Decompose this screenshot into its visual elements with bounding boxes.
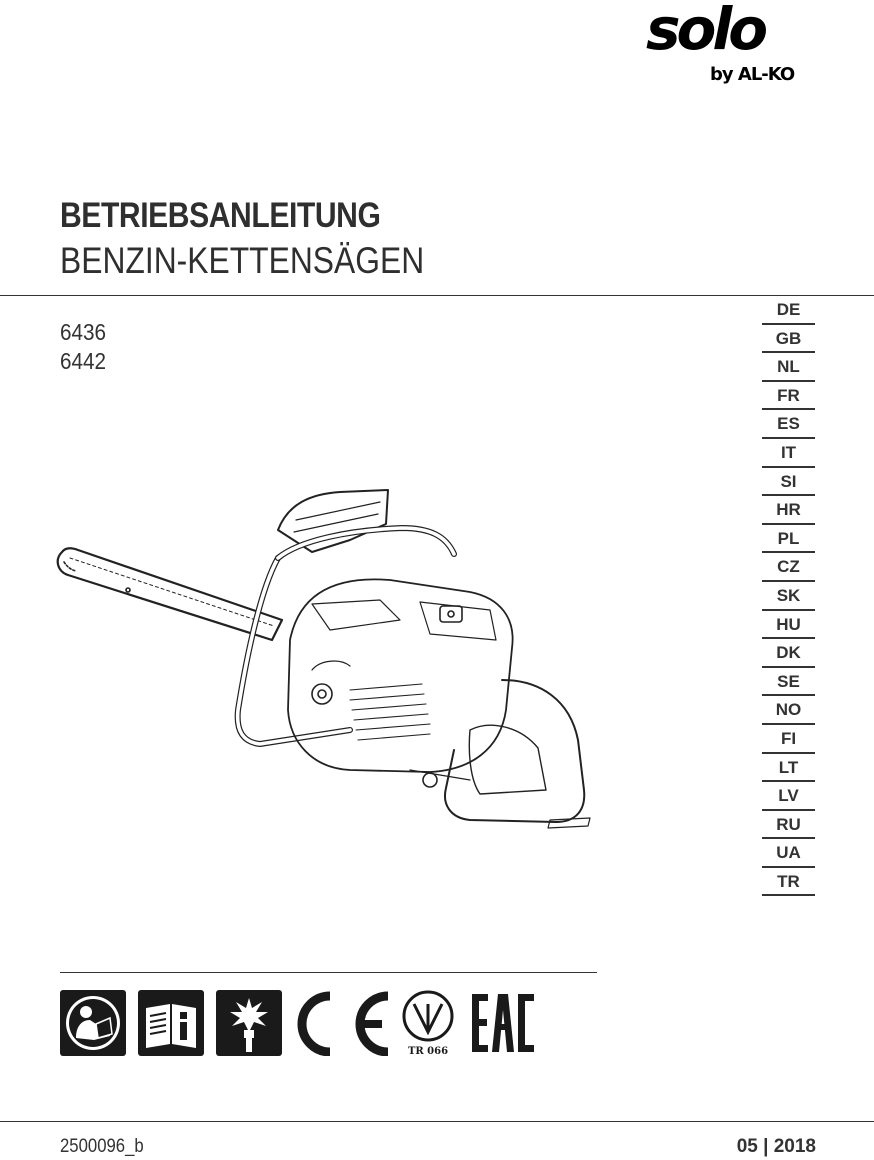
language-tab[interactable]: LT — [762, 754, 815, 783]
language-tab[interactable]: FI — [762, 725, 815, 754]
language-tab[interactable]: FR — [762, 382, 815, 411]
language-tab[interactable]: DE — [762, 296, 815, 325]
divider-bottom — [0, 1121, 874, 1122]
tr-mark-label: TR 066 — [407, 1046, 449, 1056]
document-title: BETRIEBSANLEITUNG — [60, 196, 381, 235]
language-tab[interactable]: ES — [762, 410, 815, 439]
language-tab[interactable]: UA — [762, 839, 815, 868]
chainsaw-illustration — [50, 480, 610, 850]
divider-middle — [60, 972, 597, 973]
language-tab[interactable]: CZ — [762, 553, 815, 582]
model-list — [60, 318, 106, 376]
model-number: 6436 — [60, 319, 107, 345]
spark-plug-icon — [216, 990, 282, 1056]
eac-mark-icon — [468, 990, 536, 1056]
language-tab[interactable]: NL — [762, 353, 815, 382]
language-tab[interactable]: LV — [762, 782, 815, 811]
document-subtitle: BENZIN-KETTENSÄGEN — [60, 240, 425, 281]
document-number: 2500096_b — [60, 1136, 144, 1157]
divider-top — [0, 295, 874, 296]
language-tab[interactable]: HU — [762, 611, 815, 640]
language-tab[interactable]: SI — [762, 468, 815, 497]
language-tab[interactable]: NO — [762, 696, 815, 725]
read-manual-icon — [60, 990, 126, 1056]
language-tab[interactable]: RU — [762, 811, 815, 840]
tr-certification-icon — [400, 990, 456, 1056]
language-tab[interactable]: IT — [762, 439, 815, 468]
language-tab[interactable]: SK — [762, 582, 815, 611]
brand-name: solo — [646, 0, 765, 63]
language-tab[interactable]: PL — [762, 525, 815, 554]
language-tab[interactable]: DK — [762, 639, 815, 668]
brand-logo — [640, 0, 820, 92]
ce-mark-icon — [294, 990, 406, 1056]
language-tab[interactable]: HR — [762, 496, 815, 525]
model-number: 6442 — [60, 348, 107, 374]
brand-sub: by AL-KO — [710, 64, 795, 85]
publication-date: 05 | 2018 — [736, 1136, 816, 1157]
info-book-icon — [138, 990, 204, 1056]
language-tab[interactable]: GB — [762, 325, 815, 354]
language-index — [762, 296, 815, 896]
language-tab[interactable]: TR — [762, 868, 815, 897]
language-tab[interactable]: SE — [762, 668, 815, 697]
